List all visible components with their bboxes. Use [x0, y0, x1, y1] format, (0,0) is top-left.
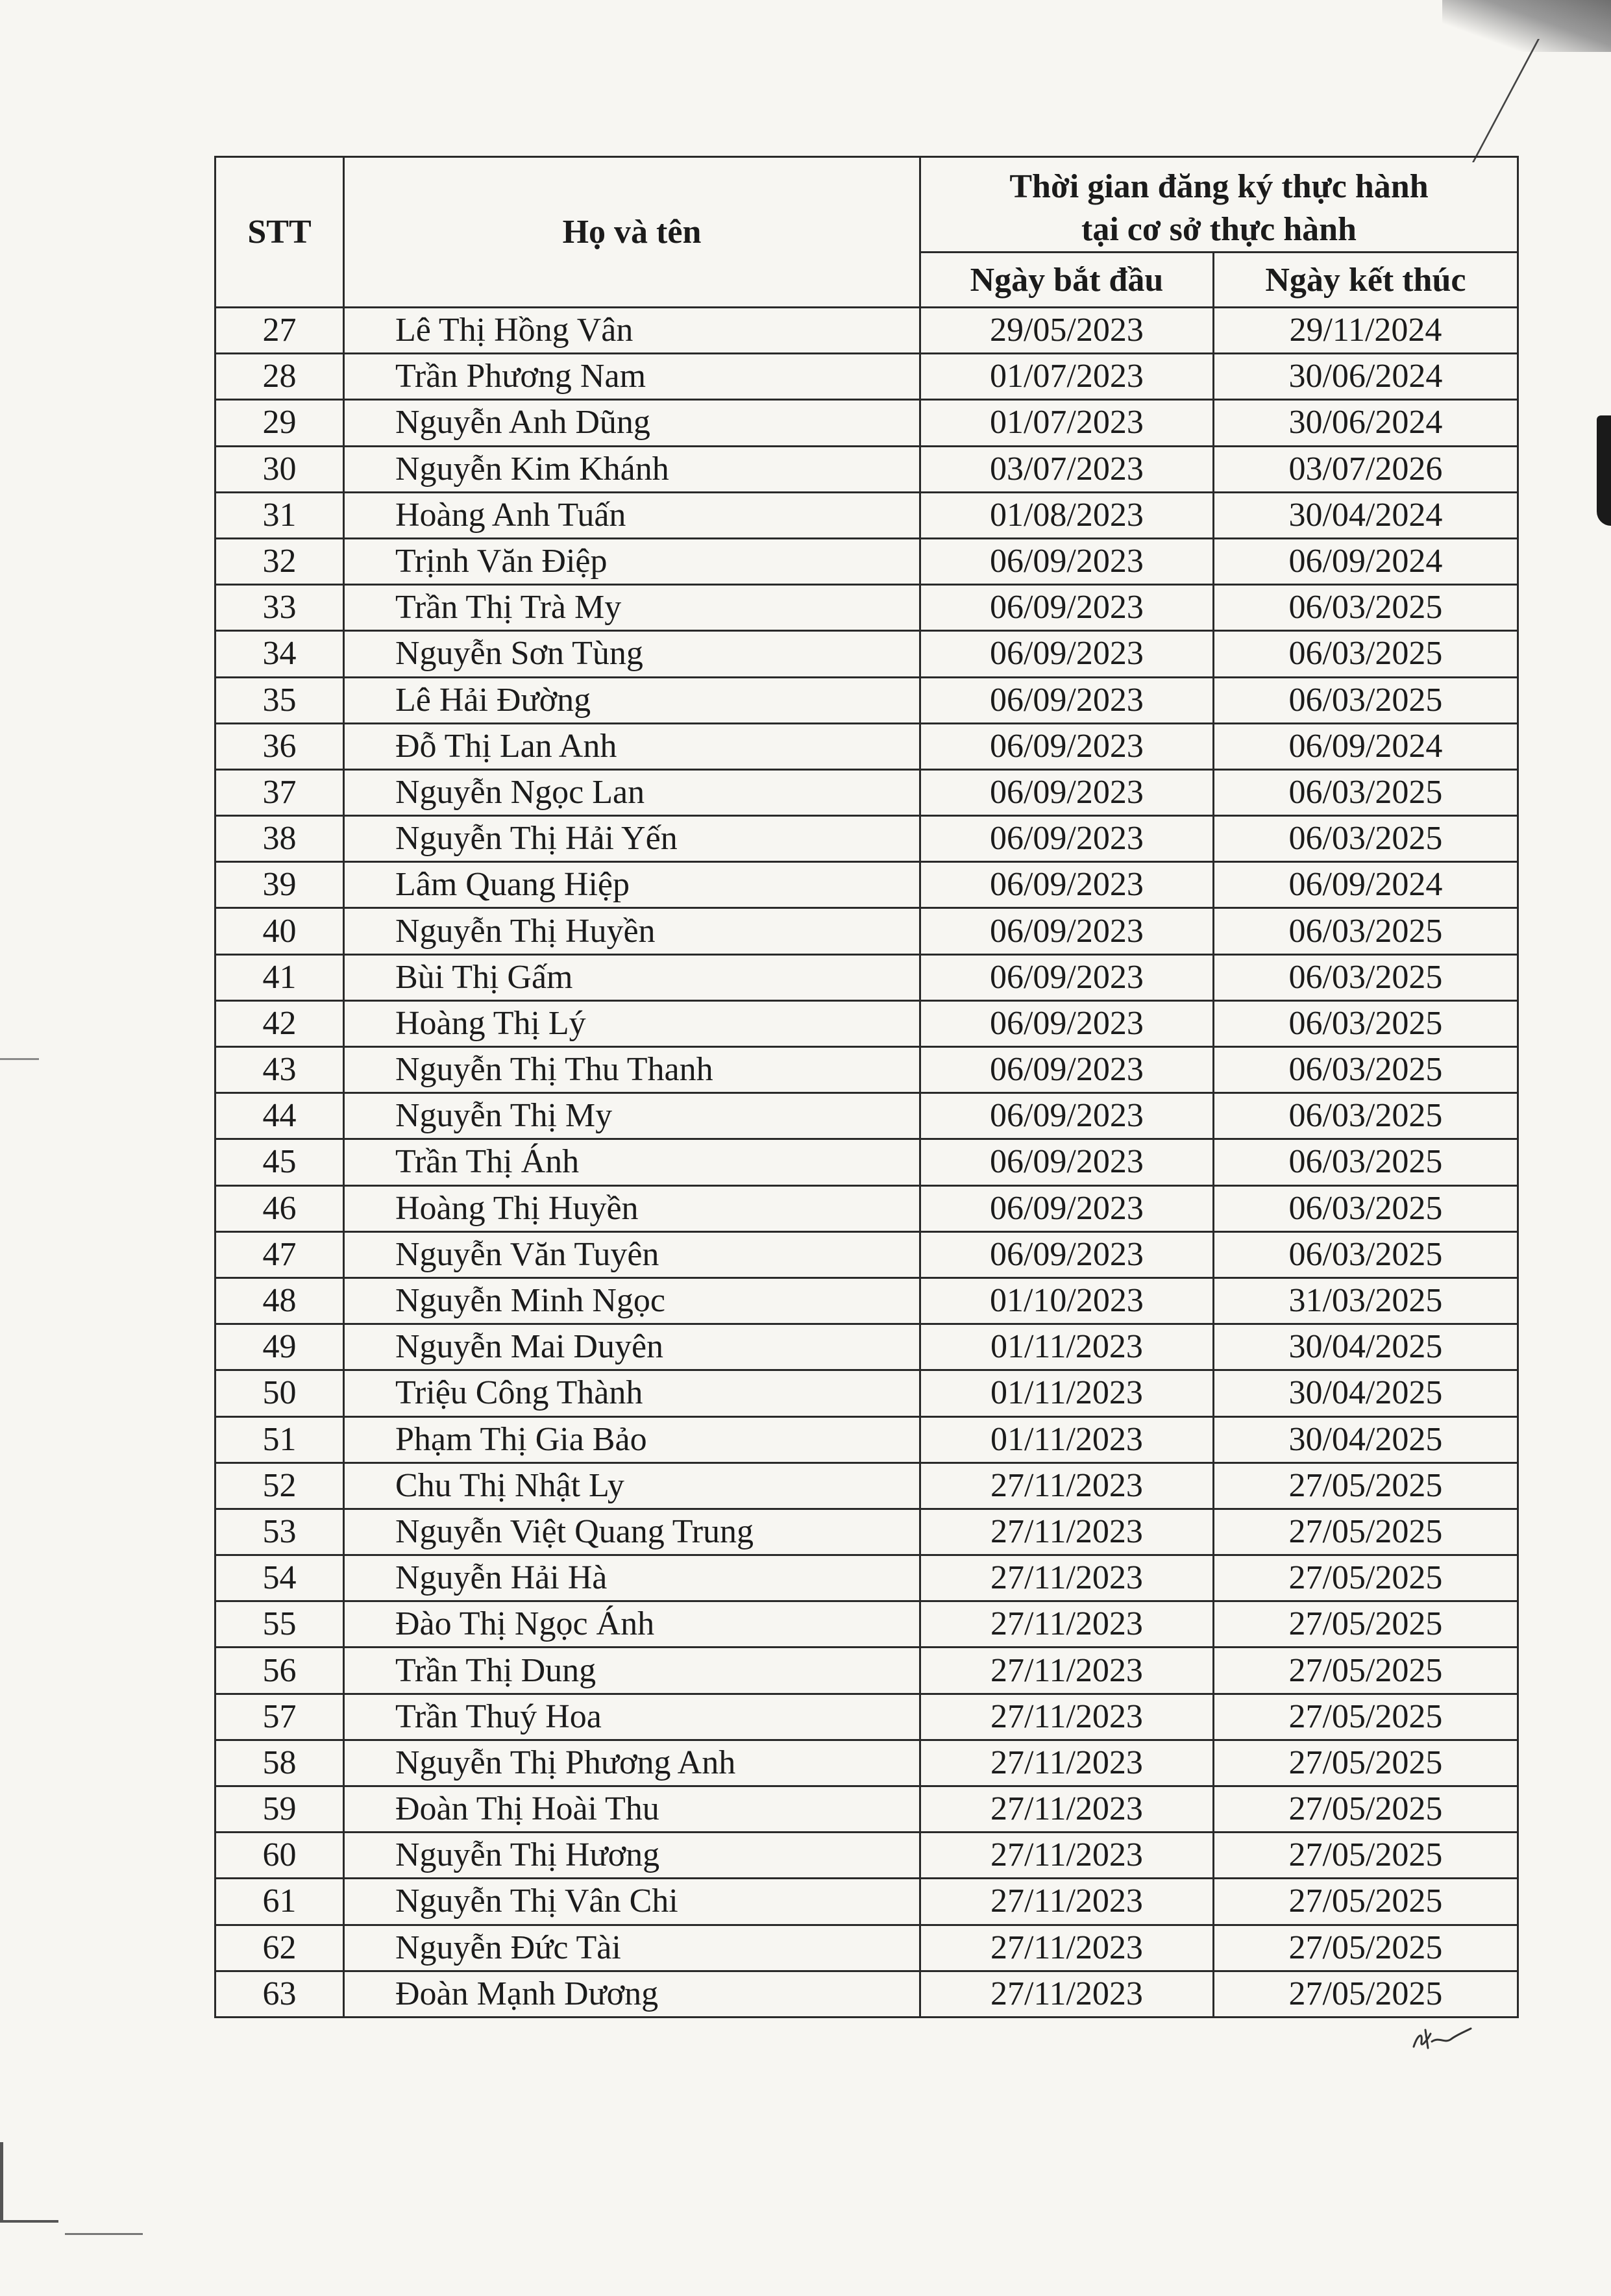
- row-number: 39: [215, 862, 344, 908]
- row-start-date: 01/08/2023: [920, 492, 1214, 538]
- table-row: [215, 1370, 1518, 1416]
- row-start-date: 27/11/2023: [920, 1833, 1214, 1879]
- row-end-date: 06/03/2025: [1213, 908, 1518, 954]
- table-row: [215, 1463, 1518, 1509]
- initials-signature: [1408, 2022, 1473, 2055]
- row-name: Nguyễn Sơn Tùng: [344, 631, 920, 677]
- row-number: 30: [215, 446, 344, 492]
- table-row: [215, 1648, 1518, 1694]
- row-number: 53: [215, 1509, 344, 1555]
- row-number: 58: [215, 1740, 344, 1786]
- row-name: Đoàn Thị Hoài Thu: [344, 1786, 920, 1833]
- row-name: Lê Hải Đường: [344, 677, 920, 723]
- row-end-date: 27/05/2025: [1213, 1648, 1518, 1694]
- row-number: 63: [215, 1971, 344, 2017]
- row-name: Lâm Quang Hiệp: [344, 862, 920, 908]
- row-name: Nguyễn Việt Quang Trung: [344, 1509, 920, 1555]
- row-end-date: 27/05/2025: [1213, 1786, 1518, 1833]
- row-number: 45: [215, 1139, 344, 1185]
- table-row: [215, 1231, 1518, 1278]
- row-end-date: 30/04/2025: [1213, 1416, 1518, 1463]
- row-name: Nguyễn Hải Hà: [344, 1555, 920, 1601]
- row-start-date: 06/09/2023: [920, 677, 1214, 723]
- row-number: 60: [215, 1833, 344, 1879]
- row-end-date: 30/04/2024: [1213, 492, 1518, 538]
- header-row: [215, 157, 1518, 253]
- row-start-date: 27/11/2023: [920, 1786, 1214, 1833]
- row-end-date: 06/03/2025: [1213, 1185, 1518, 1231]
- row-end-date: 30/06/2024: [1213, 400, 1518, 446]
- header-stt: STT: [215, 157, 344, 308]
- row-number: 35: [215, 677, 344, 723]
- row-name: Nguyễn Đức Tài: [344, 1925, 920, 1971]
- header-period: [920, 157, 1518, 253]
- table-row: [215, 1925, 1518, 1971]
- row-start-date: 06/09/2023: [920, 631, 1214, 677]
- row-name: Hoàng Thị Huyền: [344, 1185, 920, 1231]
- row-end-date: 06/09/2024: [1213, 862, 1518, 908]
- row-start-date: 06/09/2023: [920, 862, 1214, 908]
- header-period-line1: Thời gian đăng ký thực hành: [1009, 168, 1429, 205]
- row-name: Đào Thị Ngọc Ánh: [344, 1601, 920, 1648]
- row-start-date: 29/05/2023: [920, 308, 1214, 354]
- row-end-date: 30/04/2025: [1213, 1370, 1518, 1416]
- row-name: Trịnh Văn Điệp: [344, 538, 920, 584]
- table-body: [215, 308, 1518, 2018]
- row-start-date: 06/09/2023: [920, 908, 1214, 954]
- row-name: Nguyễn Thị Hương: [344, 1833, 920, 1879]
- row-name: Hoàng Thị Lý: [344, 1000, 920, 1046]
- table-row: [215, 1139, 1518, 1185]
- table-row: [215, 723, 1518, 769]
- row-end-date: 27/05/2025: [1213, 1879, 1518, 1925]
- table-row: [215, 1185, 1518, 1231]
- table-row: [215, 308, 1518, 354]
- row-start-date: 06/09/2023: [920, 1047, 1214, 1093]
- row-start-date: 01/11/2023: [920, 1324, 1214, 1370]
- row-start-date: 06/09/2023: [920, 769, 1214, 815]
- row-end-date: 06/03/2025: [1213, 1093, 1518, 1139]
- row-number: 33: [215, 585, 344, 631]
- row-name: Phạm Thị Gia Bảo: [344, 1416, 920, 1463]
- row-start-date: 27/11/2023: [920, 1648, 1214, 1694]
- row-name: Nguyễn Thị Vân Chi: [344, 1879, 920, 1925]
- row-number: 57: [215, 1694, 344, 1740]
- row-end-date: 06/03/2025: [1213, 1047, 1518, 1093]
- table-row: [215, 1694, 1518, 1740]
- row-number: 29: [215, 400, 344, 446]
- row-start-date: 27/11/2023: [920, 1463, 1214, 1509]
- table-row: [215, 1555, 1518, 1601]
- row-number: 38: [215, 816, 344, 862]
- row-number: 40: [215, 908, 344, 954]
- table-row: [215, 677, 1518, 723]
- table-row: [215, 816, 1518, 862]
- row-start-date: 27/11/2023: [920, 1694, 1214, 1740]
- table-header: [215, 157, 1518, 308]
- table-row: [215, 1879, 1518, 1925]
- table-row: [215, 538, 1518, 584]
- row-name: Lê Thị Hồng Vân: [344, 308, 920, 354]
- scan-stray-mark: [0, 2220, 58, 2223]
- row-name: Chu Thị Nhật Ly: [344, 1463, 920, 1509]
- row-end-date: 06/03/2025: [1213, 585, 1518, 631]
- row-number: 46: [215, 1185, 344, 1231]
- row-name: Nguyễn Thị Hải Yến: [344, 816, 920, 862]
- row-start-date: 06/09/2023: [920, 1139, 1214, 1185]
- row-end-date: 27/05/2025: [1213, 1555, 1518, 1601]
- row-number: 61: [215, 1879, 344, 1925]
- table-row: [215, 1324, 1518, 1370]
- row-number: 59: [215, 1786, 344, 1833]
- row-start-date: 27/11/2023: [920, 1601, 1214, 1648]
- header-period-line2: tại cơ sở thực hành: [1081, 211, 1357, 248]
- row-number: 32: [215, 538, 344, 584]
- table-row: [215, 1601, 1518, 1648]
- row-start-date: 06/09/2023: [920, 585, 1214, 631]
- table-row: [215, 1278, 1518, 1324]
- registration-table: [214, 156, 1519, 2018]
- row-start-date: 27/11/2023: [920, 1509, 1214, 1555]
- row-number: 41: [215, 954, 344, 1000]
- row-start-date: 27/11/2023: [920, 1879, 1214, 1925]
- row-number: 56: [215, 1648, 344, 1694]
- row-start-date: 06/09/2023: [920, 816, 1214, 862]
- row-end-date: 03/07/2026: [1213, 446, 1518, 492]
- header-end-date: Ngày kết thúc: [1213, 253, 1518, 308]
- scan-stray-mark: [0, 2142, 3, 2220]
- table-row: [215, 1047, 1518, 1093]
- row-end-date: 06/03/2025: [1213, 1000, 1518, 1046]
- row-number: 62: [215, 1925, 344, 1971]
- row-start-date: 06/09/2023: [920, 1185, 1214, 1231]
- table-row: [215, 354, 1518, 400]
- row-end-date: 29/11/2024: [1213, 308, 1518, 354]
- table-row: [215, 1786, 1518, 1833]
- row-start-date: 06/09/2023: [920, 1000, 1214, 1046]
- row-number: 44: [215, 1093, 344, 1139]
- row-number: 28: [215, 354, 344, 400]
- row-name: Nguyễn Văn Tuyên: [344, 1231, 920, 1278]
- row-end-date: 06/03/2025: [1213, 631, 1518, 677]
- row-name: Nguyễn Minh Ngọc: [344, 1278, 920, 1324]
- row-end-date: 06/03/2025: [1213, 1139, 1518, 1185]
- row-name: Hoàng Anh Tuấn: [344, 492, 920, 538]
- row-end-date: 30/06/2024: [1213, 354, 1518, 400]
- scan-stray-mark: [0, 1058, 39, 1060]
- row-end-date: 27/05/2025: [1213, 1601, 1518, 1648]
- row-number: 48: [215, 1278, 344, 1324]
- row-start-date: 06/09/2023: [920, 538, 1214, 584]
- header-name: Họ và tên: [344, 157, 920, 308]
- table-row: [215, 769, 1518, 815]
- row-name: Đỗ Thị Lan Anh: [344, 723, 920, 769]
- row-end-date: 06/03/2025: [1213, 677, 1518, 723]
- row-number: 43: [215, 1047, 344, 1093]
- row-end-date: 06/03/2025: [1213, 1231, 1518, 1278]
- row-end-date: 31/03/2025: [1213, 1278, 1518, 1324]
- row-name: Nguyễn Thị My: [344, 1093, 920, 1139]
- row-start-date: 06/09/2023: [920, 954, 1214, 1000]
- row-number: 31: [215, 492, 344, 538]
- table-row: [215, 446, 1518, 492]
- row-name: Đoàn Mạnh Dương: [344, 1971, 920, 2017]
- scan-edge-mark: [1597, 415, 1611, 526]
- row-number: 49: [215, 1324, 344, 1370]
- row-end-date: 06/03/2025: [1213, 769, 1518, 815]
- row-start-date: 27/11/2023: [920, 1925, 1214, 1971]
- row-start-date: 06/09/2023: [920, 1231, 1214, 1278]
- row-number: 47: [215, 1231, 344, 1278]
- header-start-date: Ngày bắt đầu: [920, 253, 1214, 308]
- row-start-date: 27/11/2023: [920, 1971, 1214, 2017]
- row-number: 37: [215, 769, 344, 815]
- row-start-date: 01/11/2023: [920, 1370, 1214, 1416]
- row-start-date: 06/09/2023: [920, 1093, 1214, 1139]
- row-end-date: 30/04/2025: [1213, 1324, 1518, 1370]
- row-end-date: 27/05/2025: [1213, 1740, 1518, 1786]
- scan-stray-mark: [65, 2233, 143, 2235]
- table-row: [215, 862, 1518, 908]
- row-end-date: 27/05/2025: [1213, 1833, 1518, 1879]
- table-row: [215, 1833, 1518, 1879]
- row-name: Trần Phương Nam: [344, 354, 920, 400]
- row-end-date: 27/05/2025: [1213, 1509, 1518, 1555]
- row-end-date: 27/05/2025: [1213, 1971, 1518, 2017]
- row-end-date: 06/09/2024: [1213, 723, 1518, 769]
- row-name: Nguyễn Kim Khánh: [344, 446, 920, 492]
- row-name: Trần Thị Dung: [344, 1648, 920, 1694]
- row-number: 36: [215, 723, 344, 769]
- row-name: Nguyễn Thị Phương Anh: [344, 1740, 920, 1786]
- row-name: Nguyễn Mai Duyên: [344, 1324, 920, 1370]
- table-row: [215, 908, 1518, 954]
- table-row: [215, 1093, 1518, 1139]
- table-row: [215, 492, 1518, 538]
- row-start-date: 01/11/2023: [920, 1416, 1214, 1463]
- row-name: Nguyễn Ngọc Lan: [344, 769, 920, 815]
- row-start-date: 01/10/2023: [920, 1278, 1214, 1324]
- row-name: Nguyễn Thị Thu Thanh: [344, 1047, 920, 1093]
- row-name: Nguyễn Anh Dũng: [344, 400, 920, 446]
- row-number: 42: [215, 1000, 344, 1046]
- row-start-date: 03/07/2023: [920, 446, 1214, 492]
- row-end-date: 06/03/2025: [1213, 816, 1518, 862]
- scan-edge-line: [1472, 39, 1611, 162]
- table-row: [215, 400, 1518, 446]
- row-end-date: 27/05/2025: [1213, 1463, 1518, 1509]
- table-row: [215, 1740, 1518, 1786]
- row-end-date: 27/05/2025: [1213, 1925, 1518, 1971]
- row-start-date: 27/11/2023: [920, 1555, 1214, 1601]
- table-row: [215, 1416, 1518, 1463]
- row-end-date: 06/09/2024: [1213, 538, 1518, 584]
- row-end-date: 06/03/2025: [1213, 954, 1518, 1000]
- row-name: Trần Thị Ánh: [344, 1139, 920, 1185]
- row-name: Bùi Thị Gấm: [344, 954, 920, 1000]
- row-name: Triệu Công Thành: [344, 1370, 920, 1416]
- table-row: [215, 1971, 1518, 2017]
- row-name: Trần Thị Trà My: [344, 585, 920, 631]
- row-number: 50: [215, 1370, 344, 1416]
- table-row: [215, 631, 1518, 677]
- row-number: 51: [215, 1416, 344, 1463]
- row-start-date: 01/07/2023: [920, 400, 1214, 446]
- row-end-date: 27/05/2025: [1213, 1694, 1518, 1740]
- row-number: 54: [215, 1555, 344, 1601]
- row-name: Trần Thuý Hoa: [344, 1694, 920, 1740]
- row-number: 34: [215, 631, 344, 677]
- table-row: [215, 954, 1518, 1000]
- row-name: Nguyễn Thị Huyền: [344, 908, 920, 954]
- row-start-date: 06/09/2023: [920, 723, 1214, 769]
- row-number: 27: [215, 308, 344, 354]
- row-number: 52: [215, 1463, 344, 1509]
- table-row: [215, 585, 1518, 631]
- row-start-date: 01/07/2023: [920, 354, 1214, 400]
- table-row: [215, 1000, 1518, 1046]
- table-row: [215, 1509, 1518, 1555]
- row-start-date: 27/11/2023: [920, 1740, 1214, 1786]
- row-number: 55: [215, 1601, 344, 1648]
